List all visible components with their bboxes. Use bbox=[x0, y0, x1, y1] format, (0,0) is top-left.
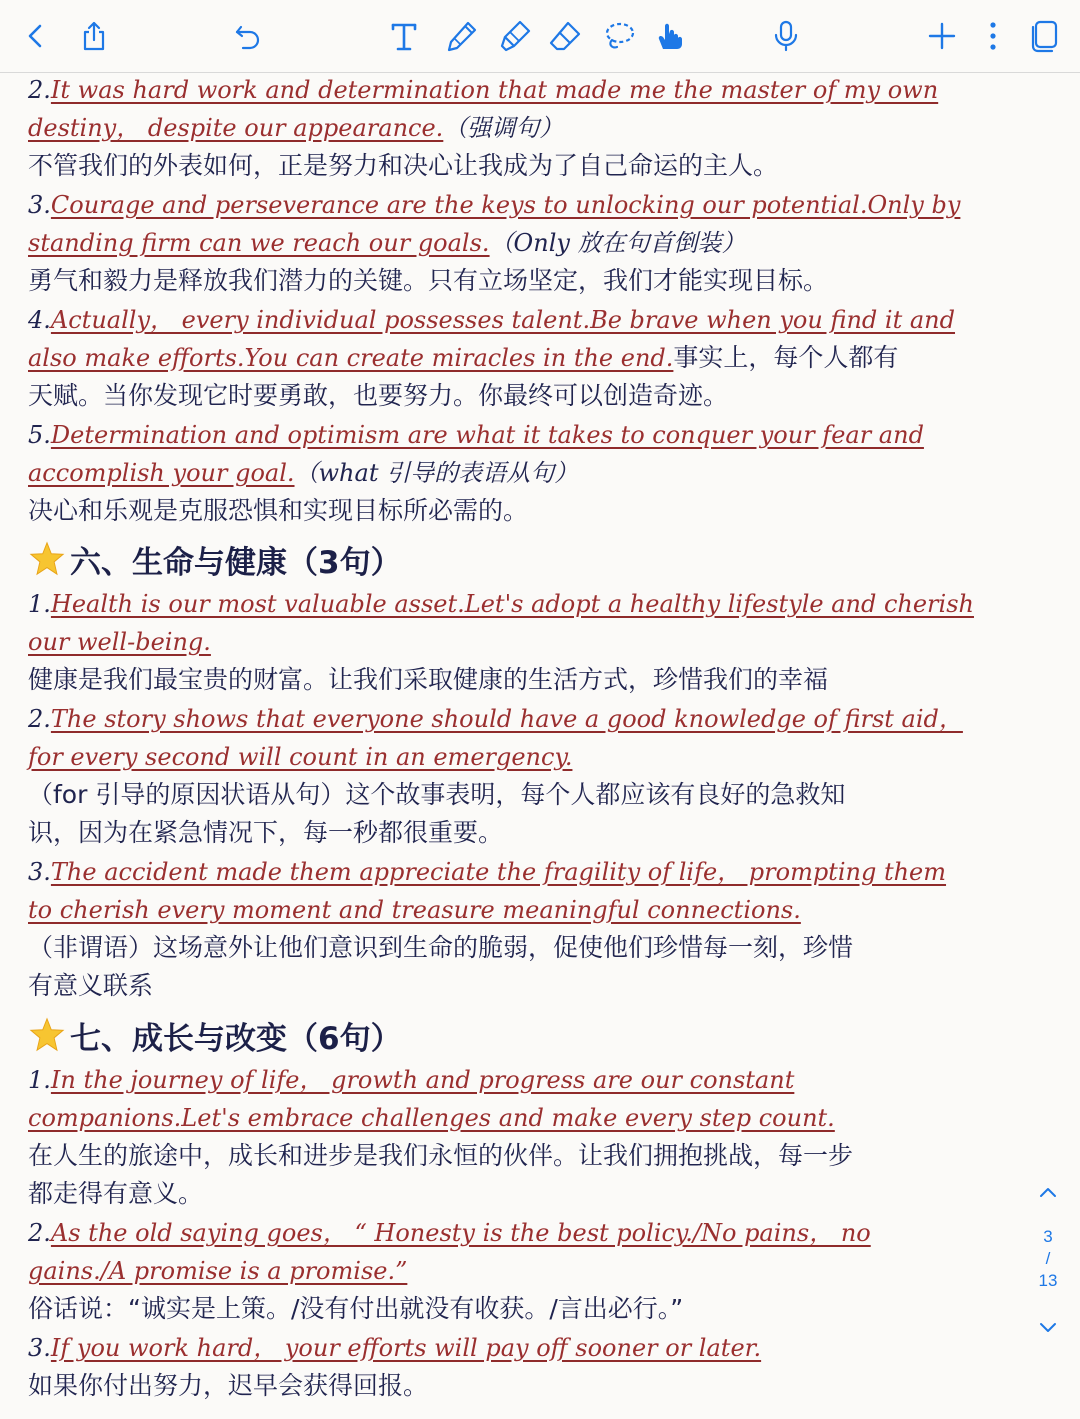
english-sentence: accomplish your goal. bbox=[28, 459, 295, 487]
sentence-line bbox=[28, 893, 801, 929]
item-number: 2. bbox=[28, 1219, 51, 1247]
highlighter-icon[interactable] bbox=[497, 18, 533, 54]
page-separator: / bbox=[1045, 1249, 1051, 1268]
pen-icon[interactable] bbox=[444, 18, 480, 54]
sentence-line bbox=[28, 188, 960, 224]
chinese-translation: 在人生的旅途中，成长和进步是我们永恒的伙伴。让我们拥抱挑战，每一步 bbox=[28, 1141, 854, 1170]
eraser-icon[interactable] bbox=[547, 18, 583, 54]
sentence-line bbox=[28, 587, 974, 623]
english-sentence: standing firm can we reach our goals. bbox=[28, 229, 490, 257]
section-title: 六、生命与健康（3句） bbox=[70, 544, 402, 581]
english-sentence: destiny， despite our appearance. bbox=[28, 114, 444, 142]
sentence-line bbox=[28, 226, 746, 262]
share-icon[interactable] bbox=[76, 18, 112, 54]
page-down-icon[interactable] bbox=[1036, 1315, 1060, 1339]
english-sentence: If you work hard， your efforts will pay off sooner or later. bbox=[50, 1334, 762, 1362]
english-sentence: Actually， every individual possesses talent.Be brave when you find it and bbox=[50, 306, 956, 334]
english-sentence: The accident made them appreciate the fragility of life， prompting them bbox=[50, 858, 947, 886]
lasso-icon[interactable] bbox=[601, 18, 637, 54]
chinese-translation: 健康是我们最宝贵的财富。让我们采取健康的生活方式，珍惜我们的幸福 bbox=[28, 665, 829, 694]
star-icon bbox=[28, 540, 66, 578]
english-sentence: Determination and optimism are what it takes to conquer your fear and bbox=[50, 421, 924, 449]
grammar-note: （what 引导的表语从句） bbox=[294, 459, 579, 487]
text-tool-icon[interactable] bbox=[386, 18, 422, 54]
back-icon[interactable] bbox=[18, 18, 54, 54]
english-sentence: It was hard work and determination that made me the master of my own bbox=[50, 76, 939, 104]
english-sentence: Courage and perseverance are the keys to unlocking our potential.Only by bbox=[50, 191, 961, 219]
item-number: 3. bbox=[28, 1334, 51, 1362]
item-number: 3. bbox=[28, 858, 51, 886]
item-number: 1. bbox=[28, 1066, 51, 1094]
english-sentence: As the old saying goes， “ Honesty is the best policy./No pains， no bbox=[50, 1219, 871, 1247]
page-total: 13 bbox=[1038, 1271, 1058, 1290]
chinese-translation: 识，因为在紧急情况下，每一秒都很重要。 bbox=[28, 818, 504, 847]
undo-icon[interactable] bbox=[230, 18, 266, 54]
sentence-line bbox=[28, 702, 963, 738]
english-sentence: In the journey of life， growth and progress are our constant bbox=[50, 1066, 795, 1094]
page-up-icon[interactable] bbox=[1036, 1181, 1060, 1205]
sentence-line bbox=[28, 303, 955, 339]
chinese-translation: （非谓语）这场意外让他们意识到生命的脆弱，促使他们珍惜每一刻，珍惜 bbox=[28, 933, 854, 962]
note-page[interactable] bbox=[0, 73, 1080, 1419]
sentence-line bbox=[28, 740, 572, 776]
chinese-translation: 天赋。当你发现它时要勇敢，也要努力。你最终可以创造奇迹。 bbox=[28, 381, 729, 410]
sentence-line bbox=[28, 73, 938, 109]
item-number: 5. bbox=[28, 421, 51, 449]
page-current: 3 bbox=[1043, 1227, 1053, 1246]
english-sentence: for every second will count in an emergency. bbox=[28, 743, 573, 771]
english-sentence: gains./A promise is a promise.” bbox=[28, 1257, 408, 1285]
sentence-line bbox=[28, 855, 946, 891]
item-number: 1. bbox=[28, 590, 51, 618]
english-sentence: also make efforts.You can create miracles in the end. bbox=[28, 344, 674, 372]
sentence-line bbox=[28, 1063, 794, 1099]
sentence-line bbox=[28, 111, 563, 147]
microphone-icon[interactable] bbox=[768, 18, 804, 54]
grammar-note: （Only 放在句首倒装） bbox=[489, 229, 746, 257]
section-heading bbox=[28, 1012, 402, 1058]
sentence-line bbox=[28, 1216, 871, 1252]
item-number: 4. bbox=[28, 306, 51, 334]
sentence-line bbox=[28, 418, 924, 454]
add-icon[interactable] bbox=[924, 18, 960, 54]
chinese-translation: 有意义联系 bbox=[28, 971, 154, 1000]
item-number: 2. bbox=[28, 76, 51, 104]
chinese-translation: 决心和乐观是克服恐惧和实现目标所必需的。 bbox=[28, 496, 529, 525]
chinese-translation: 事实上，每个人都有 bbox=[673, 343, 899, 372]
star-icon bbox=[28, 1016, 66, 1054]
chinese-translation: 俗话说：“诚实是上策。/没有付出就没有收获。/言出必行。” bbox=[28, 1294, 684, 1323]
chinese-translation: 都走得有意义。 bbox=[28, 1179, 204, 1208]
english-sentence: our well-being. bbox=[28, 628, 211, 656]
grammar-note: （强调句） bbox=[443, 114, 564, 142]
sentence-line bbox=[28, 625, 211, 661]
section-title: 七、成长与改变（6句） bbox=[70, 1020, 402, 1057]
sentence-line bbox=[28, 1101, 835, 1137]
sentence-line bbox=[28, 1331, 761, 1367]
hand-touch-icon[interactable] bbox=[652, 18, 688, 54]
pages-icon[interactable] bbox=[1026, 18, 1062, 54]
toolbar bbox=[0, 0, 1080, 73]
item-number: 3. bbox=[28, 191, 51, 219]
english-sentence: Health is our most valuable asset.Let's adopt a healthy lifestyle and cherish bbox=[50, 590, 974, 618]
more-icon[interactable] bbox=[975, 18, 1011, 54]
english-sentence: The story shows that everyone should have a good knowledge of first aid， bbox=[50, 705, 963, 733]
sentence-line bbox=[28, 456, 578, 492]
english-sentence: to cherish every moment and treasure meaningful connections. bbox=[28, 896, 801, 924]
chinese-translation: 如果你付出努力，迟早会获得回报。 bbox=[28, 1371, 429, 1400]
english-sentence: companions.Let's embrace challenges and make every step count. bbox=[28, 1104, 835, 1132]
chinese-translation: （for 引导的原因状语从句）这个故事表明，每个人都应该有良好的急救知 bbox=[28, 780, 846, 809]
sentence-line bbox=[28, 1254, 407, 1290]
item-number: 2. bbox=[28, 705, 51, 733]
sentence-line bbox=[28, 341, 898, 377]
section-heading bbox=[28, 536, 402, 582]
chinese-translation: 不管我们的外表如何，正是努力和决心让我成为了自己命运的主人。 bbox=[28, 151, 779, 180]
chinese-translation: 勇气和毅力是释放我们潜力的关键。只有立场坚定，我们才能实现目标。 bbox=[28, 266, 829, 295]
